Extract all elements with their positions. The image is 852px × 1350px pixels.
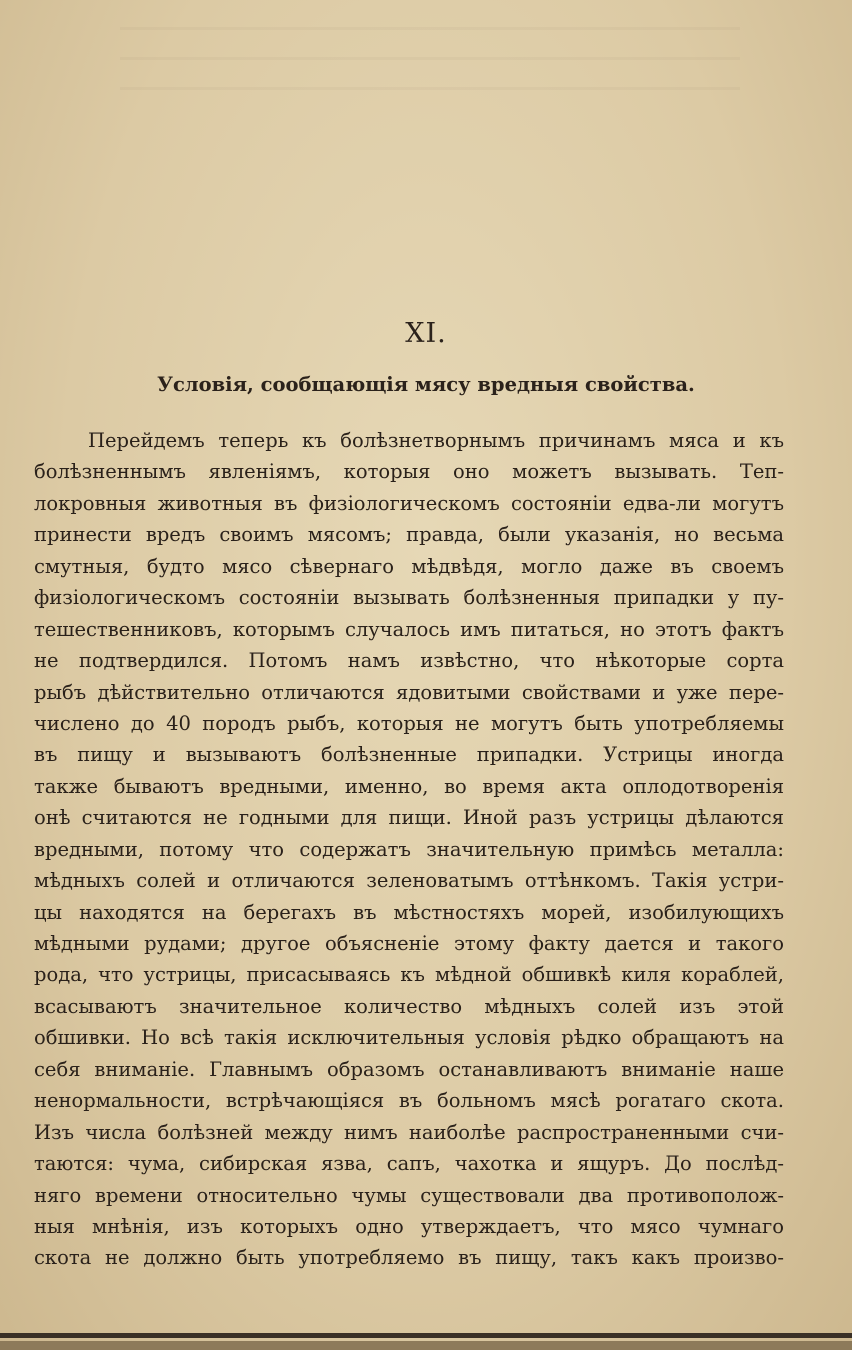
text-line: въ пищу и вызываютъ болѣзненные припадки. Устрицы иногда <box>34 743 784 767</box>
text-line: таются: чума, сибирская язва, сапъ, чахотка и ящуръ. До послѣд- <box>34 1152 784 1176</box>
text-line: скота не должно быть употребляемо въ пищу, такъ какъ произво- <box>34 1246 784 1270</box>
text-line: смутныя, будто мясо сѣвернаго мѣдвѣдя, могло даже въ своемъ <box>34 554 784 578</box>
bottom-border-band <box>0 1341 852 1350</box>
text-line: физіологическомъ состояніи вызывать болѣзненныя припадки у пу- <box>34 586 784 610</box>
text-line: вредными, потому что содержатъ значительную примѣсь металла: <box>34 837 784 861</box>
text-line: рода, что устрицы, присасываясь къ мѣдной обшивкѣ киля кораблей, <box>34 963 784 987</box>
text-line: ныя мнѣнія, изъ которыхъ одно утверждаетъ, что мясо чумнаго <box>34 1214 784 1238</box>
text-line: не подтвердился. Потомъ намъ извѣстно, что нѣкоторые сорта <box>34 649 784 673</box>
chapter-title: Условія, сообщающія мясу вредныя свойства. <box>157 373 695 396</box>
text-line: болѣзненнымъ явленіямъ, которыя оно можетъ вызывать. Теп- <box>34 460 784 484</box>
text-line: локровныя животныя въ физіологическомъ состояніи едва-ли могутъ <box>34 491 784 515</box>
text-line: себя вниманіе. Главнымъ образомъ останавливаютъ вниманіе наше <box>34 1057 784 1081</box>
text-line: рыбъ дѣйствительно отличаются ядовитыми свойствами и уже пере- <box>34 680 784 704</box>
text-line: Изъ числа болѣзней между нимъ наиболѣе распространенными счи- <box>34 1120 784 1144</box>
text-line: также бываютъ вредными, именно, во время акта оплодотворенія <box>34 774 784 798</box>
text-line: цы находятся на берегахъ въ мѣстностяхъ морей, изобилующихъ <box>34 900 784 924</box>
text-line: ненормальности, встрѣчающіяся въ больномъ мясѣ рогатаго скота. <box>34 1089 784 1113</box>
text-line: тешественниковъ, которымъ случалось имъ питаться, но этотъ фактъ <box>34 617 784 641</box>
text-line: Перейдемъ теперь къ болѣзнетворнымъ причинамъ мяса и къ <box>88 429 784 452</box>
text-line: обшивки. Но всѣ такія исключительныя условія рѣдко обращаютъ на <box>34 1026 784 1050</box>
text-line: всасываютъ значительное количество мѣдныхъ солей изъ этой <box>34 994 784 1018</box>
text-line: мѣдныхъ солей и отличаются зеленоватымъ оттѣнкомъ. Такія устри- <box>34 869 784 893</box>
text-line: числено до 40 породъ рыбъ, которыя не могутъ быть употребляемы <box>34 711 784 735</box>
chapter-number: XI. <box>405 318 447 349</box>
text-line: няго времени относительно чумы существовали два противополож- <box>34 1183 784 1207</box>
text-line: мѣдными рудами; другое объясненіе этому факту дается и такого <box>34 932 784 955</box>
bottom-border-line <box>0 1333 852 1338</box>
text-line: онѣ считаются не годными для пищи. Иной разъ устрицы дѣлаются <box>34 806 784 830</box>
text-line: принести вредъ своимъ мясомъ; правда, были указанія, но весьма <box>34 523 784 547</box>
body-text <box>34 425 784 1274</box>
